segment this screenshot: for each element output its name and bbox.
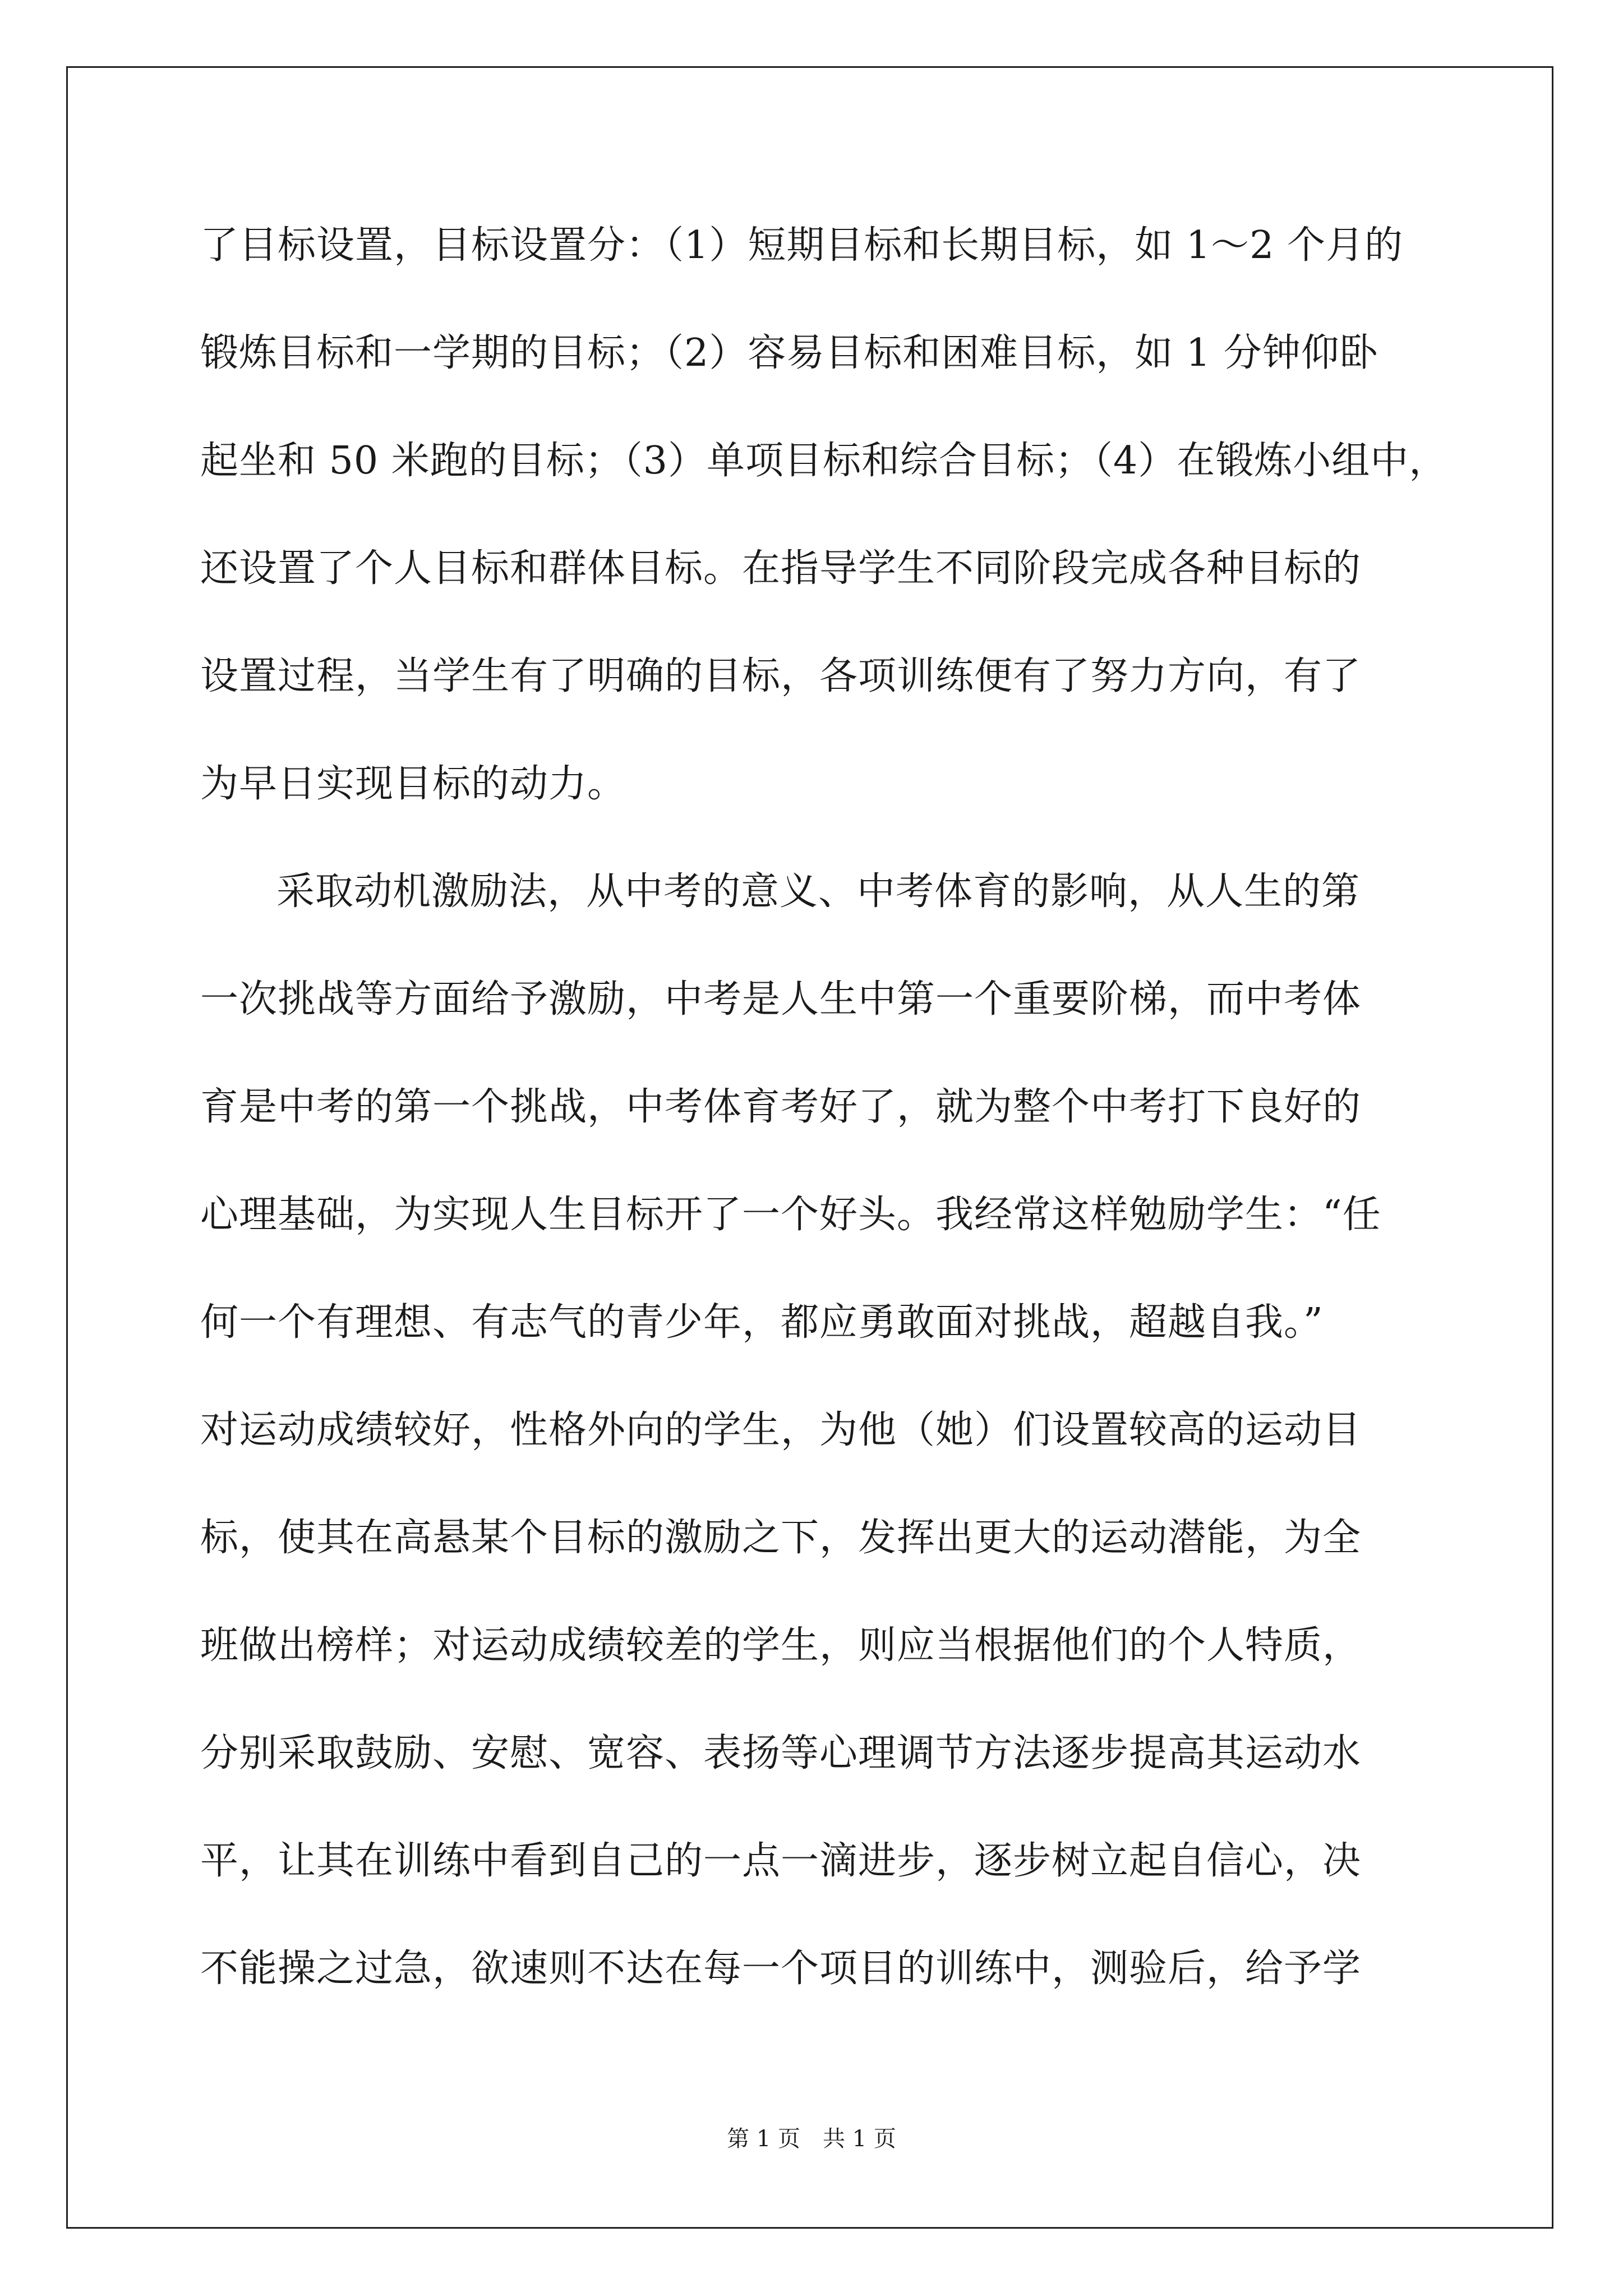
paragraph-line: 心理基础，为实现人生目标开了一个好头。我经常这样勉励学生：“任 <box>200 1193 1381 1237</box>
page-border <box>66 66 1553 2229</box>
paragraph-line: 一次挑战等方面给予激励，中考是人生中第一个重要阶梯，而中考体 <box>200 977 1362 1022</box>
page-footer <box>0 2122 1623 2156</box>
paragraph-line: 班做出榜样；对运动成绩较差的学生，则应当根据他们的个人特质， <box>200 1623 1362 1668</box>
paragraph-line: 对运动成绩较好，性格外向的学生，为他（她）们设置较高的运动目 <box>200 1408 1362 1452</box>
paragraph-line: 起坐和 50 米跑的目标；（3）单项目标和综合目标；（4）在锻炼小组中， <box>200 439 1448 483</box>
paragraph-line: 锻炼目标和一学期的目标；（2）容易目标和困难目标，如 1 分钟仰卧 <box>200 331 1378 375</box>
page-number-total: 共 1 页 <box>823 2126 896 2152</box>
paragraph-line: 了目标设置，目标设置分：（1）短期目标和长期目标，如 1～2 个月的 <box>200 223 1404 268</box>
paragraph-line: 不能操之过急，欲速则不达在每一个项目的训练中，测验后，给予学 <box>200 1947 1362 1991</box>
paragraph-line: 分别采取鼓励、安慰、宽容、表扬等心理调节方法逐步提高其运动水 <box>200 1731 1362 1775</box>
paragraph-line: 为早日实现目标的动力。 <box>200 762 626 806</box>
paragraph-line: 标，使其在高悬某个目标的激励之下，发挥出更大的运动潜能，为全 <box>200 1516 1362 1560</box>
paragraph-line: 育是中考的第一个挑战，中考体育考好了，就为整个中考打下良好的 <box>200 1085 1362 1129</box>
paragraph-line: 何一个有理想、有志气的青少年，都应勇敢面对挑战，超越自我。” <box>200 1300 1324 1345</box>
paragraph-line: 设置过程，当学生有了明确的目标，各项训练便有了努力方向，有了 <box>200 654 1362 698</box>
paragraph-first-line: 采取动机激励法，从中考的意义、中考体育的影响，从人生的第 <box>276 869 1361 914</box>
page-number-current: 第 1 页 <box>727 2126 800 2152</box>
paragraph-line: 平，让其在训练中看到自己的一点一滴进步，逐步树立起自信心，决 <box>200 1839 1362 1883</box>
paragraph-line: 还设置了个人目标和群体目标。在指导学生不同阶段完成各种目标的 <box>200 546 1362 591</box>
